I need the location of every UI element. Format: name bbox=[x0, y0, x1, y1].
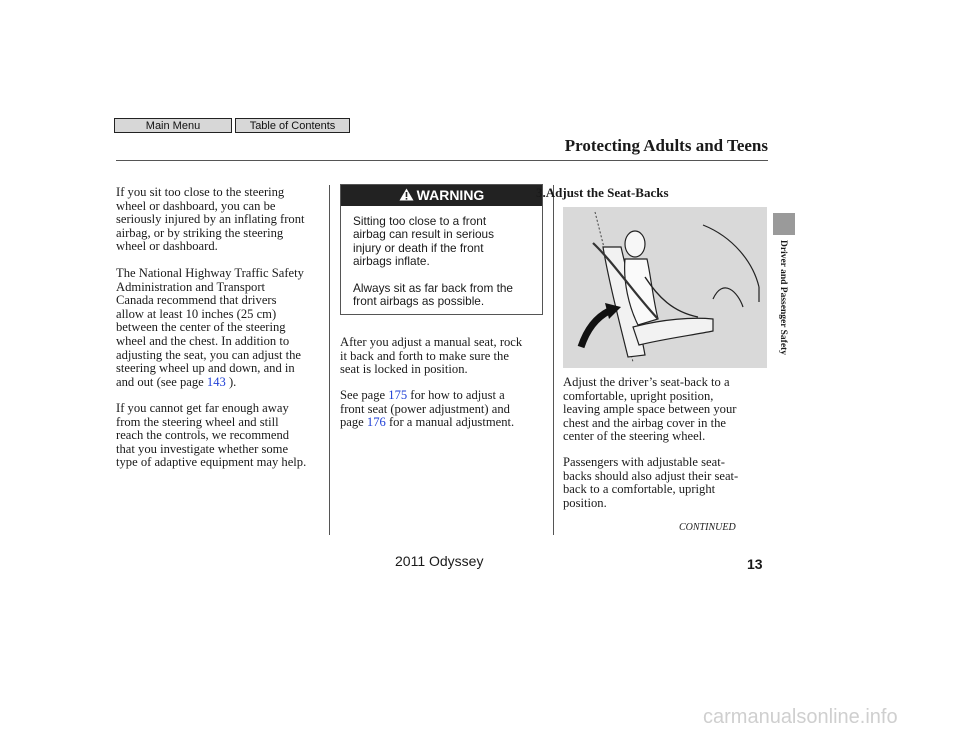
text-line: seat is locked in position. bbox=[340, 362, 468, 377]
text-line: back to a comfortable, upright bbox=[563, 482, 716, 497]
main-menu-button[interactable]: Main Menu bbox=[114, 118, 232, 133]
text-line: type of adaptive equipment may help. bbox=[116, 455, 307, 470]
text-line: airbags inflate. bbox=[353, 254, 430, 269]
seat-back-illustration bbox=[563, 207, 767, 368]
text-line: front seat (power adjustment) and bbox=[340, 401, 510, 416]
text-line: Always sit as far back from the bbox=[353, 281, 513, 295]
text-line: and out (see page bbox=[116, 374, 207, 389]
right-paragraph-1 bbox=[563, 376, 736, 444]
footer-model: 2011 Odyssey bbox=[395, 553, 484, 569]
page-link-176[interactable]: 176 bbox=[366, 415, 386, 430]
text-line: center of the steering wheel. bbox=[563, 429, 706, 444]
text-line: injury or death if the front bbox=[353, 240, 484, 255]
text-line: between the center of the steering bbox=[116, 320, 286, 335]
text-line: comfortable, upright position, bbox=[563, 388, 714, 403]
column-divider-left bbox=[329, 185, 330, 535]
page-title: Protecting Adults and Teens bbox=[564, 136, 768, 155]
header-rule bbox=[116, 160, 768, 161]
text-line: allow at least 10 inches (25 cm) bbox=[116, 306, 277, 321]
text-line: If you sit too close to the steering bbox=[116, 185, 285, 199]
text-line: position. bbox=[563, 495, 607, 510]
text-fragment: ). bbox=[225, 374, 237, 389]
warning-text-1 bbox=[353, 215, 538, 269]
text-line: wheel or dashboard, you can be bbox=[116, 198, 276, 213]
text-line: After you adjust a manual seat, rock bbox=[340, 335, 523, 349]
text-fragment: for a manual adjustment. bbox=[385, 415, 515, 430]
middle-paragraph-1 bbox=[340, 336, 522, 377]
text-line: steering wheel up and down, and in bbox=[116, 361, 295, 376]
text-line: The National Highway Traffic Safety bbox=[116, 266, 304, 280]
left-paragraph-2 bbox=[116, 267, 304, 389]
warning-header bbox=[341, 185, 542, 206]
text-line: it back and forth to make sure the bbox=[340, 348, 509, 363]
seat-illustration-svg bbox=[563, 207, 767, 368]
column-divider-right bbox=[553, 185, 554, 535]
text-line: If you cannot get far enough away bbox=[116, 401, 289, 415]
page-link-143[interactable]: 143 bbox=[206, 374, 226, 389]
continued-label: CONTINUED bbox=[679, 522, 736, 533]
page-number: 13 bbox=[747, 556, 763, 572]
text-line: backs should also adjust their seat- bbox=[563, 468, 739, 483]
right-paragraph-2 bbox=[563, 456, 738, 510]
text-line: Sitting too close to a front bbox=[353, 214, 487, 228]
text-line: front airbags as possible. bbox=[353, 294, 485, 309]
text-line: wheel and the chest. In addition to bbox=[116, 333, 290, 348]
text-line: reach the controls, we recommend bbox=[116, 428, 290, 443]
text-line: chest and the airbag cover in the bbox=[563, 415, 726, 430]
text-line: Passengers with adjustable seat- bbox=[563, 455, 725, 469]
middle-paragraph-2 bbox=[340, 389, 514, 430]
section-heading: 3.Adjust the Seat-Backs bbox=[536, 185, 669, 200]
section-tab-marker bbox=[773, 213, 795, 235]
warning-box bbox=[340, 184, 543, 315]
text-line: airbag can result in serious bbox=[353, 227, 494, 242]
text-line: leaving ample space between your bbox=[563, 402, 737, 417]
left-paragraph-3 bbox=[116, 402, 306, 470]
text-line: Adjust the driver’s seat-back to a bbox=[563, 375, 730, 389]
text-line: airbag, or by striking the steering bbox=[116, 225, 284, 240]
text-line: Canada recommend that drivers bbox=[116, 293, 277, 308]
text-line: adjusting the seat, you can adjust the bbox=[116, 347, 302, 362]
left-paragraph-1 bbox=[116, 186, 305, 254]
text-line: seriously injured by an inflating front bbox=[116, 212, 305, 227]
text-line: Administration and Transport bbox=[116, 279, 266, 294]
table-of-contents-button[interactable]: Table of Contents bbox=[235, 118, 350, 133]
text-fragment: page bbox=[340, 415, 367, 430]
text-fragment: for how to adjust a bbox=[407, 388, 505, 402]
text-line: wheel or dashboard. bbox=[116, 239, 218, 254]
page-link-175[interactable]: 175 bbox=[388, 388, 408, 402]
warning-triangle-icon bbox=[399, 188, 414, 201]
watermark: carmanualsonline.info bbox=[703, 706, 898, 728]
text-line: that you investigate whether some bbox=[116, 441, 289, 456]
side-section-label: Driver and Passenger Safety bbox=[778, 240, 788, 355]
warning-text-2 bbox=[353, 282, 538, 309]
text-line: from the steering wheel and still bbox=[116, 414, 279, 429]
warning-label: WARNING bbox=[416, 187, 485, 203]
text-fragment: See page bbox=[340, 388, 389, 402]
